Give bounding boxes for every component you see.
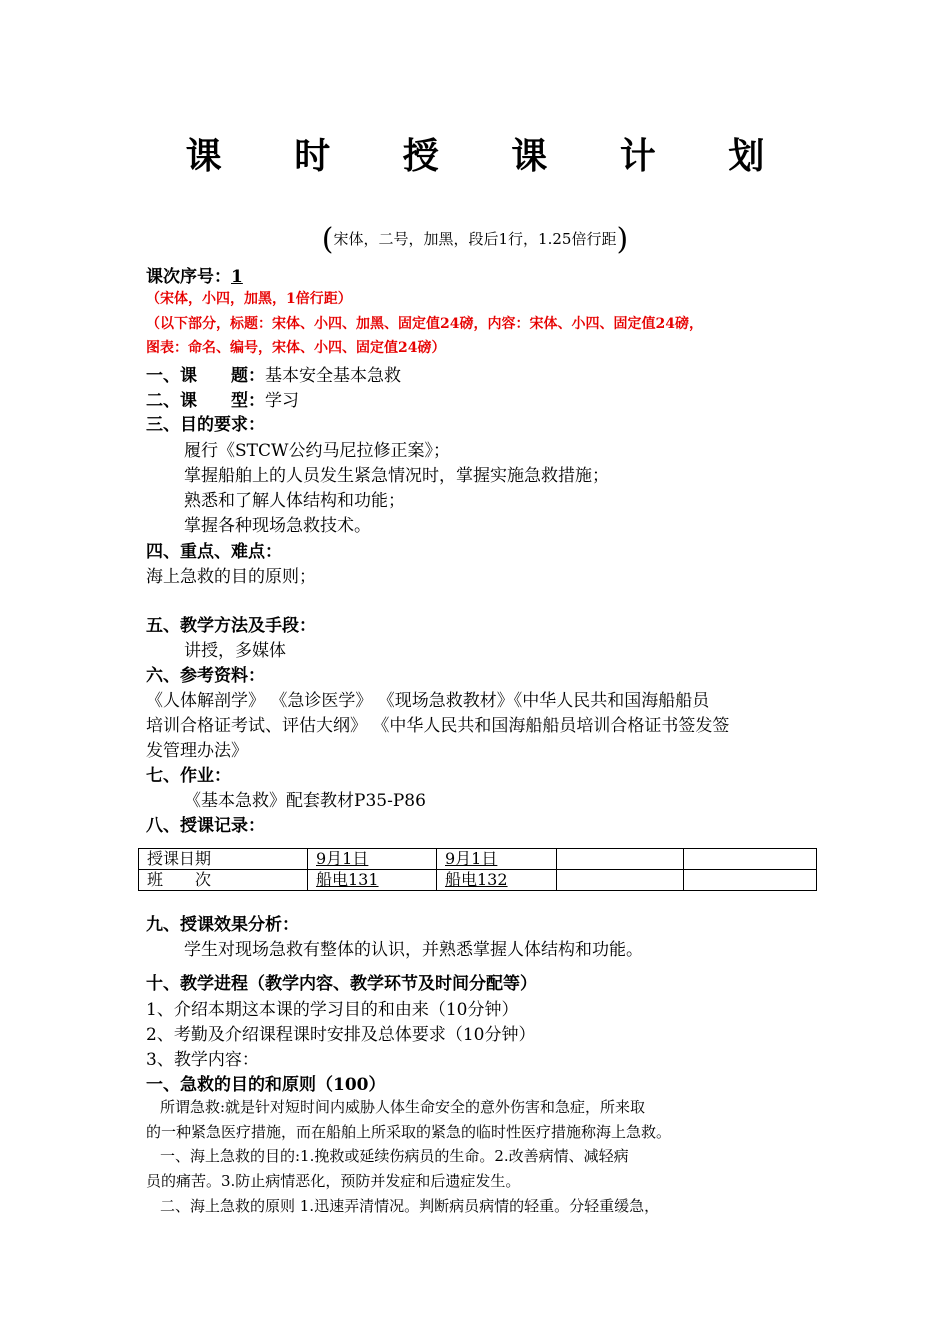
reference-line: 培训合格证考试、评估大纲》 《中华人民共和国海船船员培训合格证书签发签 [146, 716, 730, 736]
lesson-seq-value: 1 [231, 267, 243, 287]
table-cell [684, 849, 817, 870]
format-note-1: （宋体，小四，加黑，1倍行距） [146, 291, 352, 307]
content-line: 一、海上急救的目的:1.挽救或延续伤病员的生命。2.改善病情、减轻病 [160, 1147, 629, 1165]
progress-item: 3、教学内容： [146, 1050, 259, 1070]
section-keypoints-heading: 四、重点、难点： [146, 542, 282, 562]
progress-item: 1、介绍本期这本课的学习目的和由来（10分钟） [146, 1000, 519, 1020]
section-topic [146, 361, 401, 386]
section-analysis-value: 学生对现场急救有整体的认识，并熟悉掌握人体结构和功能。 [184, 940, 643, 960]
table-cell: 授课日期 [139, 849, 308, 870]
table-cell: 9月1日 [437, 849, 557, 870]
section-methods-value: 讲授，多媒体 [184, 641, 286, 661]
table-cell: 船电131 [308, 870, 437, 891]
section-progress-heading: 十、教学进程（教学内容、教学环节及时间分配等） [146, 974, 537, 994]
section-goals-heading: 三、目的要求： [146, 415, 265, 435]
section-references-heading: 六、参考资料： [146, 666, 265, 686]
table-cell [557, 870, 684, 891]
title-format-note [0, 222, 950, 257]
goal-item: 掌握船舶上的人员发生紧急情况时，掌握实施急救措施； [184, 466, 609, 486]
progress-item: 2、考勤及介绍课程课时安排及总体要求（10分钟） [146, 1025, 536, 1045]
section-keypoints-value: 海上急救的目的原则； [146, 567, 316, 587]
lesson-seq [146, 262, 243, 287]
goal-item: 熟悉和了解人体结构和功能； [184, 491, 405, 511]
content-heading: 一、急救的目的和原则（100） [146, 1075, 386, 1095]
teaching-record-table [138, 848, 817, 891]
section-type [146, 386, 299, 411]
reference-line: 发管理办法》 [146, 741, 248, 761]
content-line: 员的痛苦。3.防止病情恶化，预防并发症和后遗症发生。 [146, 1172, 521, 1190]
section-topic-label: 一、课 题： [146, 366, 265, 386]
open-paren: ( [321, 222, 334, 257]
table-row [139, 870, 817, 891]
content-line: 的一种紧急医疗措施，而在船舶上所采取的紧急的临时性医疗措施称海上急救。 [146, 1123, 672, 1141]
section-analysis-heading: 九、授课效果分析： [146, 915, 299, 935]
table-cell: 班 次 [139, 870, 308, 891]
lesson-seq-label: 课次序号： [146, 267, 231, 287]
goal-item: 掌握各种现场急救技术。 [184, 516, 371, 536]
title-format-text: 宋体，二号，加黑，段后1行，1.25倍行距 [333, 230, 617, 248]
table-cell: 9月1日 [308, 849, 437, 870]
content-line: 二、海上急救的原则 1.迅速弄清情况。判断病员病情的轻重。分轻重缓急， [160, 1197, 660, 1215]
table-cell [557, 849, 684, 870]
section-type-label: 二、课 型： [146, 391, 265, 411]
goal-item: 履行《STCW公约马尼拉修正案》； [184, 441, 450, 461]
table-cell: 船电132 [437, 870, 557, 891]
section-type-value: 学习 [265, 391, 299, 411]
format-note-3: 图表：命名、编号，宋体、小四、固定值24磅） [146, 340, 446, 356]
table-cell [684, 870, 817, 891]
page-title: 课 时 授 课 计 划 [185, 135, 795, 177]
section-topic-value: 基本安全基本急救 [265, 366, 401, 386]
format-note-2: （以下部分，标题：宋体、小四、加黑、固定值24磅，内容：宋体、小四、固定值24磅， [146, 316, 703, 332]
section-homework-value: 《基本急救》配套教材P35-P86 [184, 791, 426, 811]
reference-line: 《人体解剖学》 《急诊医学》 《现场急救教材》《中华人民共和国海船船员 [146, 691, 710, 711]
section-homework-heading: 七、作业： [146, 766, 231, 786]
content-line: 所谓急救:就是针对短时间内威胁人体生命安全的意外伤害和急症，所来取 [160, 1098, 646, 1116]
table-row [139, 849, 817, 870]
section-methods-heading: 五、教学方法及手段： [146, 616, 316, 636]
section-record-heading: 八、授课记录： [146, 816, 265, 836]
close-paren: ) [616, 222, 629, 257]
